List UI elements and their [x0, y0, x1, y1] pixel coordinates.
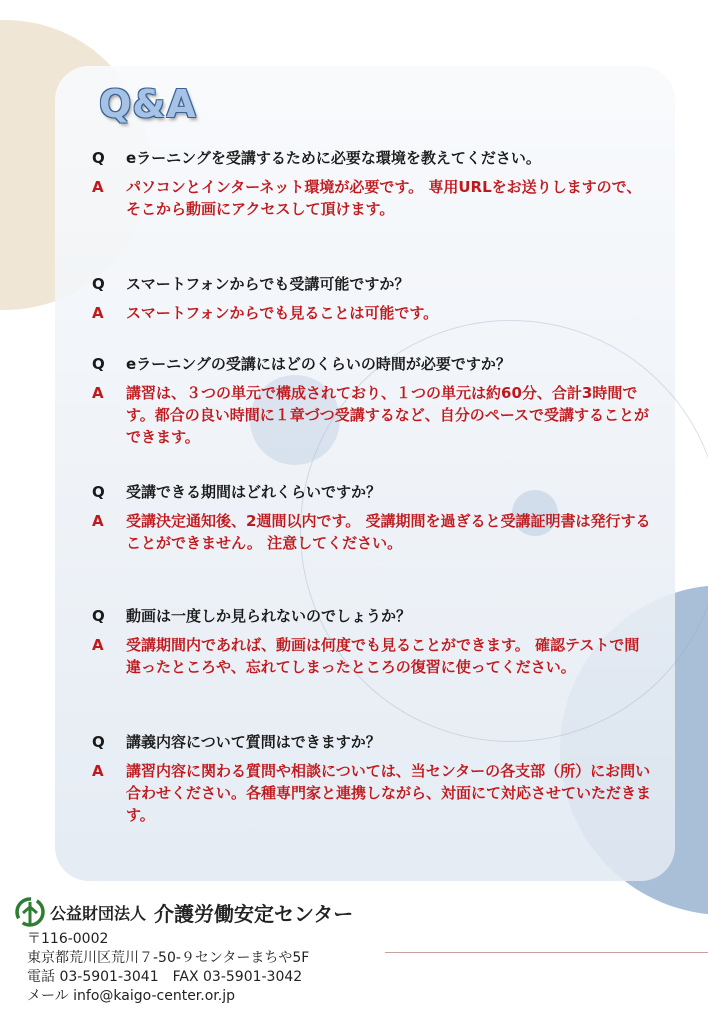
answer-text: スマートフォンからでも見ることは可能です。	[126, 304, 439, 322]
answer-text: 講習内容に関わる質問や相談については、当センターの各支部（所）にお問い合わせください。各種専門家と連携しながら、対面にて対応させていただきます。	[126, 762, 652, 824]
qa-item	[92, 481, 652, 554]
question-marker: Q	[92, 275, 105, 293]
qa-item	[92, 605, 652, 678]
answer-text: 受講決定通知後、2週間以内です。 受講期間を過ぎると受講証明書は発行することができません。 注意してください。	[126, 512, 651, 552]
answer-marker: A	[92, 512, 104, 530]
organization-name	[14, 896, 514, 928]
question-text: eラーニングの受講にはどのくらいの時間が必要ですか？	[126, 355, 511, 373]
organization-title: 介護労働安定センター	[154, 901, 354, 926]
answer-marker: A	[92, 762, 104, 780]
question-text: eラーニングを受講するために必要な環境を教えてください。	[126, 149, 541, 167]
qa-item	[92, 731, 652, 826]
question-marker: Q	[92, 607, 105, 625]
question-marker: Q	[92, 733, 105, 751]
question-marker: Q	[92, 483, 105, 501]
question-text: スマートフォンからでも受講可能ですか？	[126, 275, 410, 293]
answer-marker: A	[92, 384, 104, 402]
postal-code: 〒116-0002	[27, 931, 109, 947]
question-marker: Q	[92, 355, 105, 373]
qa-item	[92, 147, 652, 220]
answer-marker: A	[92, 178, 104, 196]
qa-item	[92, 273, 652, 324]
answer-marker: A	[92, 304, 104, 322]
question-text: 受講できる期間はどれくらいですか？	[126, 483, 382, 501]
contact-info	[27, 930, 309, 1006]
question-marker: Q	[92, 149, 105, 167]
qa-item	[92, 353, 652, 448]
answer-text: パソコンとインターネット環境が必要です。 専用URLをお送りしますので、そこから動画にアクセスして頂けます。	[126, 178, 642, 218]
divider-line	[385, 952, 708, 953]
answer-text: 受講期間内であれば、動画は何度でも見ることができます。 確認テストで間違ったところや、忘れてしまったところの復習に使ってください。	[126, 636, 640, 676]
tree-logo-icon	[14, 896, 46, 928]
page-title: Q&A	[99, 82, 197, 126]
footer	[14, 896, 514, 928]
organization-prefix: 公益財団法人	[50, 903, 147, 923]
question-text: 動画は一度しか見られないのでしょうか？	[126, 607, 412, 625]
address: 東京都荒川区荒川７-50-９センターまちや5F	[27, 950, 310, 966]
phone-fax: 電話 03-5901-3041 FAX 03-5901-3042	[27, 969, 303, 985]
email: メール info@kaigo-center.or.jp	[27, 988, 235, 1004]
question-text: 講義内容について質問はできますか？	[126, 733, 381, 751]
answer-marker: A	[92, 636, 104, 654]
answer-text: 講習は、３つの単元で構成されており、１つの単元は約60分、合計3時間です。都合の良い時間に１章づつ受講するなど、自分のペースで受講することができます。	[126, 384, 650, 446]
